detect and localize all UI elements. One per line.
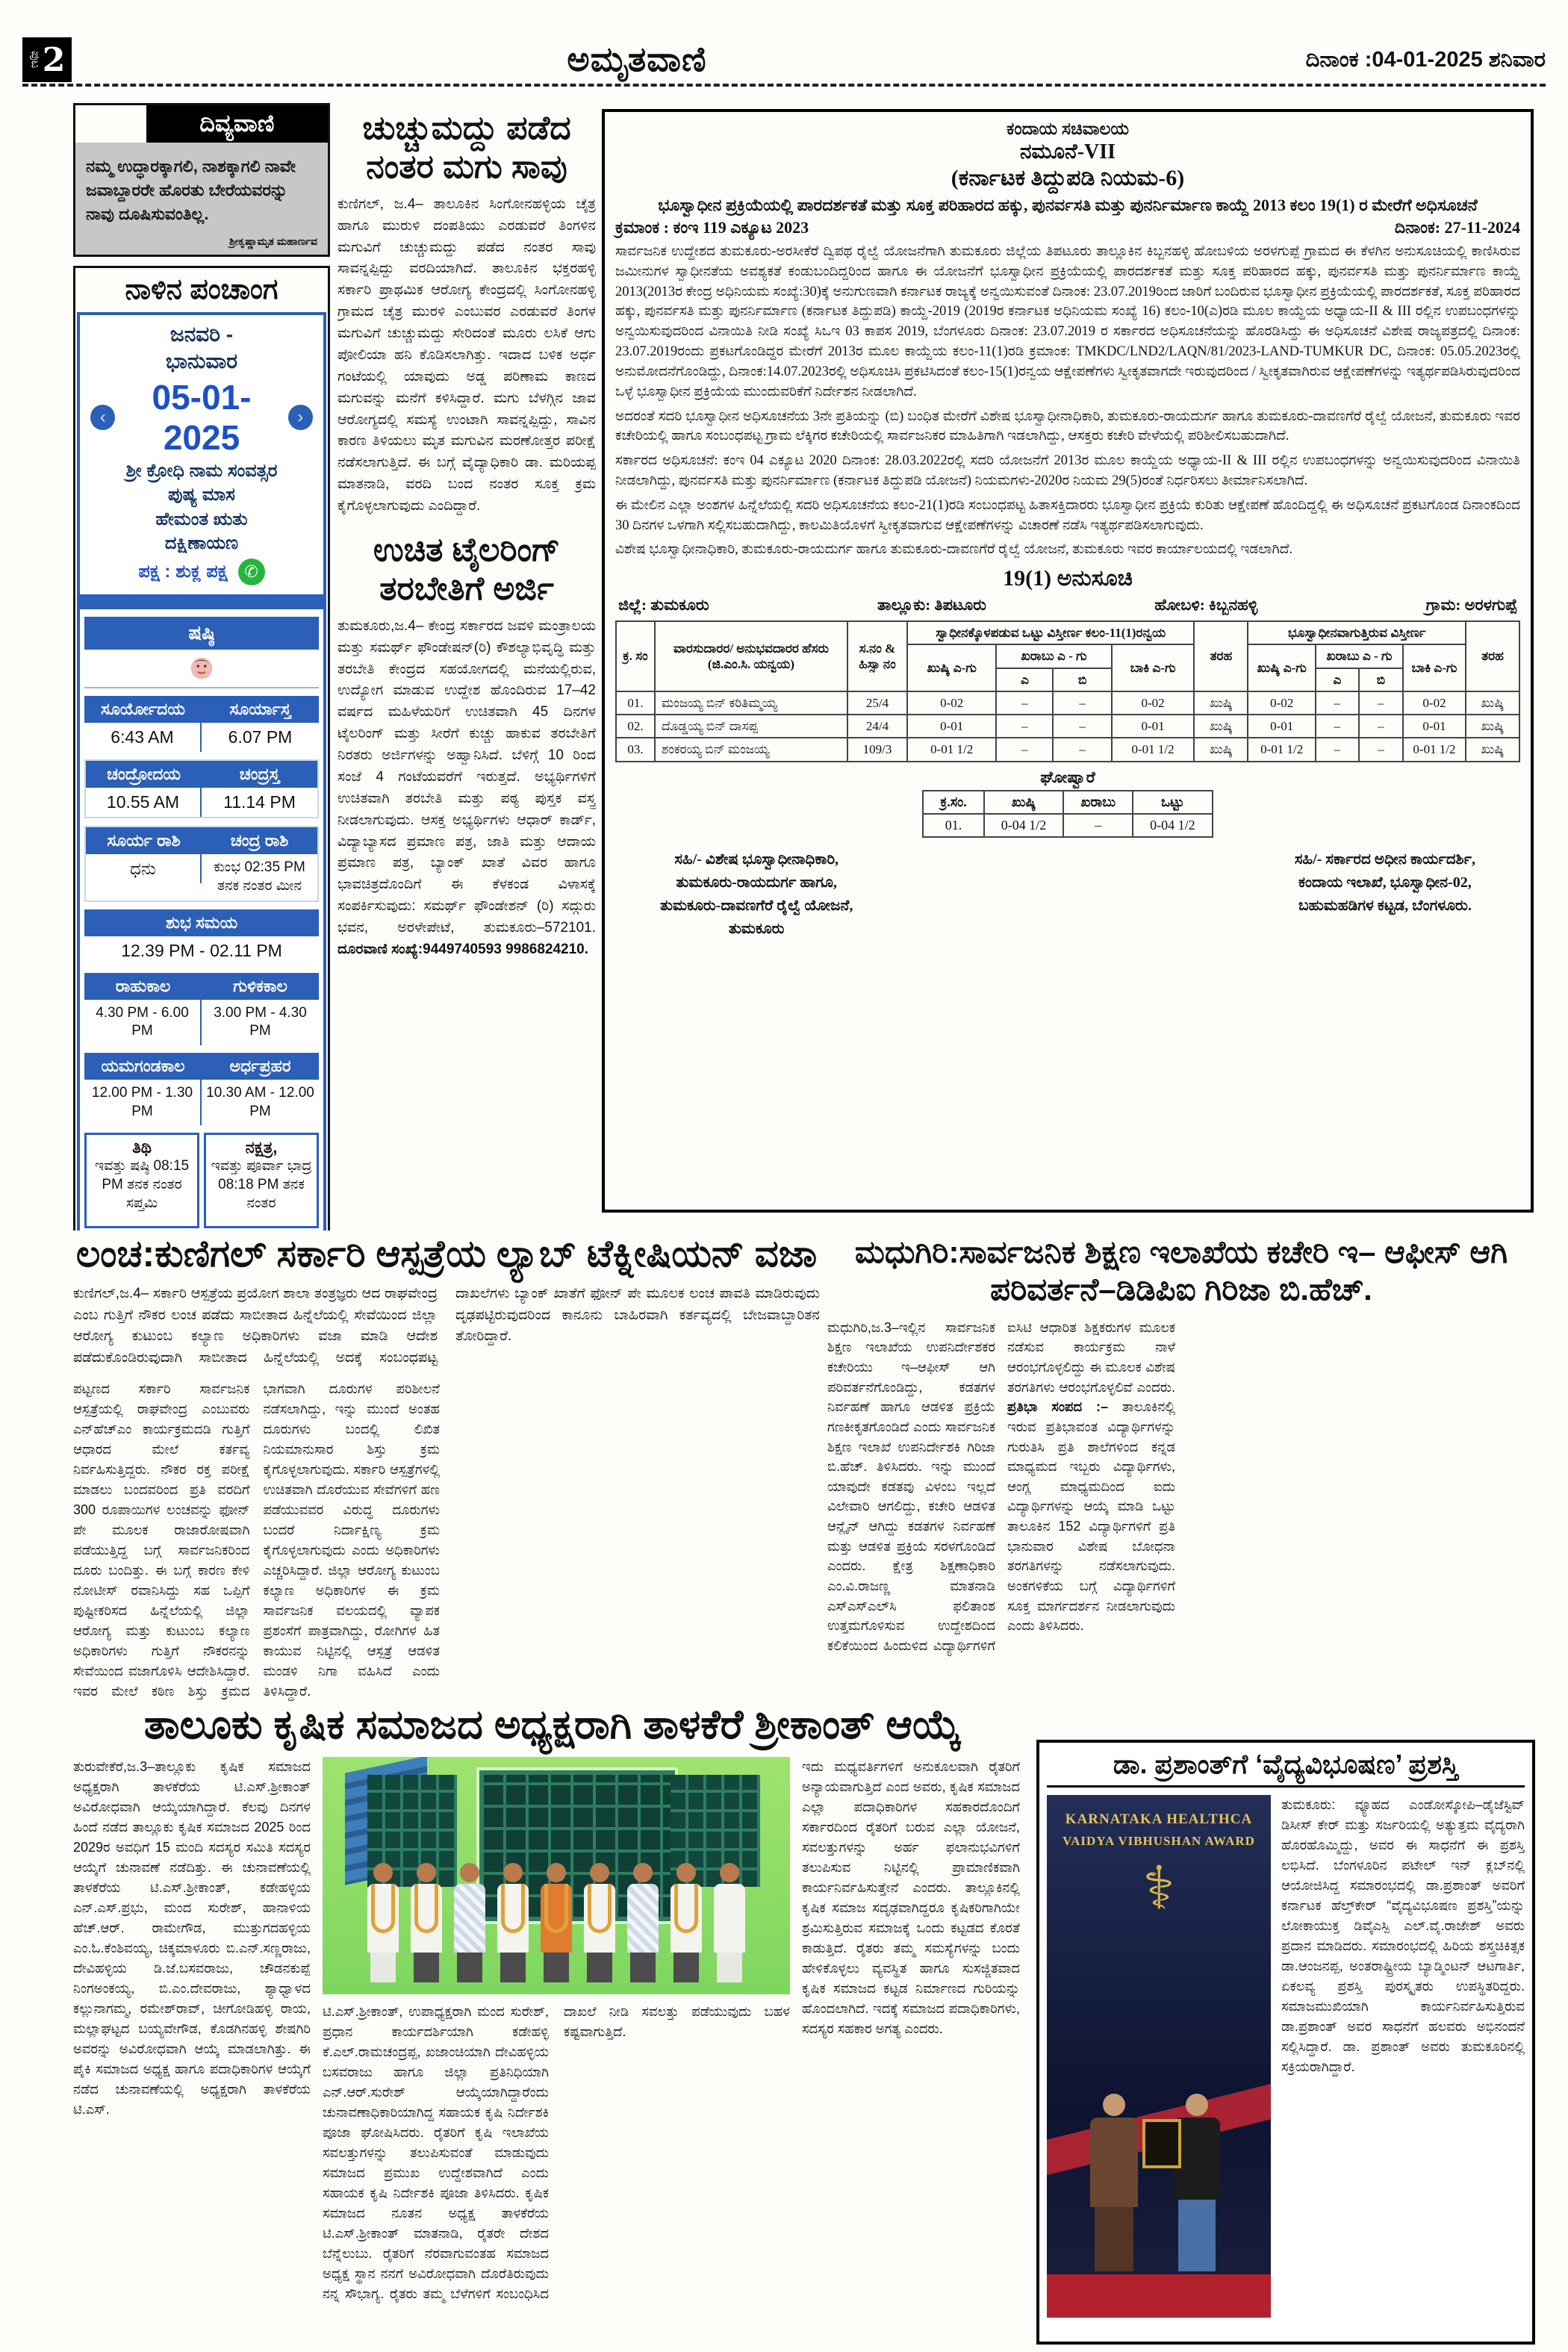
rahu-gulika (84, 973, 319, 1045)
yamaganda-label: ಯಮಗಂಡಕಾಲ (84, 1053, 202, 1080)
award-banner-line1: KARNATAKA HEALTHCA (1065, 1811, 1253, 1828)
article-eoffice-text2: ತಾಲೂಕಿನಲ್ಲಿ ಇರುವ ಪ್ರತಿಭಾವಂತ ವಿದ್ಯಾರ್ಥಿಗಳನ್ನು ಗುರುತಿಸಿ ಪ್ರತಿ ಶಾಲೆಗಳಿಂದ ಕನ್ನಡ ಮಾಧ್ಯಮದ ಇಬ್ಬರು ವಿದ್ಯಾರ್ಥಿಗಳು, ಆಂಗ್ಲ ಮಾಧ್ಯಮದಿಂದ ಐದು ವಿದ್ಯಾರ್ಥಿಗಳನ್ನು ಆಯ್ಕೆ ಮಾಡಿ ಒಟ್ಟು ತಾಲೂಕಿನ 152 ವಿದ್ಯಾರ್ಥಿಗಳಿಗೆ ಪ್ರತಿ ಭಾನುವಾರ ವಿಶೇಷ ಬೋಧನಾ ತರಗತಿಗಳನ್ನು ನಡೆಸಲಾಗುವುದು. ಅಂಕಗಳಿಕೆಯ ಬಗ್ಗೆ ವಿದ್ಯಾರ್ಥಿಗಳಿಗೆ ಸೂಕ್ತ ಮಾರ್ಗದರ್ಶನ ನೀಡಲಾಗುವುದು ಎಂದು ತಿಳಿಸಿದರು. (1007, 1399, 1175, 1634)
article-eoffice-headline: ಮಧುಗಿರಿ:ಸಾರ್ವಜನಿಕ ಶಿಕ್ಷಣ ಇಲಾಖೆಯ ಕಚೇರಿ ಇ– ಆಫೀಸ್ ಆಗಿ ಪರಿವರ್ತನೆ–ಡಿಡಿಪಿಐ ಗಿರಿಜಾ ಬಿ.ಹೆಚ್. (854, 1234, 1508, 1307)
land-acquisition-notice (602, 109, 1534, 1213)
notice-department: ಕಂದಾಯ ಸಚಿವಾಲಯ (1007, 119, 1129, 138)
article-baby-death-body: ಕುಣಿಗಲ್, ಜ.4– ತಾಲೂಕಿನ ಸಿಂಗೋನಹಳ್ಳಿಯ ಚೈತ್ರ ಹಾಗೂ ಮುರುಳಿ ದಂಪತಿಯು ಎರಡುವರೆ ತಿಂಗಳಿನ ಮಗುವಿಗೆ ಚುಚ್ಚುಮದ್ದು ಪಡೆದ ನಂತರ ಸಾವು ಸಾವನ್ನಪ್ಪಿದ್ದು ವರದಿಯಾಗಿದೆ. ತಾಲೂಕಿನ ಭಕ್ತರಹಳ್ಳಿ ಸರ್ಕಾರಿ ಪ್ರಾಥಮಿಕ ಆರೋಗ್ಯ ಕೇಂದ್ರದಲ್ಲಿ ಸಿಂಗೋನಹಳ್ಳಿ ಗ್ರಾಮದ ಚೈತ್ರ ಮುರಳಿ ಎಂಬುವರ ಎರಡುವರೆ ತಿಂಗಳ ಮಗುವಿಗೆ ಚುಚ್ಚುಮದ್ದು ಸೇರಿದಂತೆ ಮೂರು ಲಸಿಕೆ ಆಗು ಪೋಲಿಯಾ ಹನಿ ಕೊಡಿಸಲಾಗಿತ್ತು. ಇದಾದ ಬಳಿಕ ಅರ್ಧ ಗಂಟೆಯಲ್ಲಿ ಯಾವುದು ಅಡ್ಡ ಪರಿಣಾಮ ಕಾಣದ ಮಗುವನ್ನು ಮನೆಗೆ ಕಳಿಸಿದ್ದಾರೆ. ಮಗು ಬೆಳಗ್ಗಿನ ಜಾವ ಆರೋಗ್ಯದಲ್ಲಿ ಸಮಸ್ಯೆ ಉಂಟಾಗಿ ಸಾವನ್ನಪ್ಪಿದ್ದು, ಸಾವಿನ ಕಾರಣ ತಿಳಿಯಲು ಮೃತ ಮಗುವಿನ ಮರಣೋತ್ತರ ಪರೀಕ್ಷೆ ನಡೆಸಲಾಗುತ್ತಿದೆ. ಈ ಬಗ್ಗೆ ವೈದ್ಯಾಧಿಕಾರಿ ಡಾ. ಮರಿಯಪ್ಪ ಮಾತನಾಡಿ, ವರದಿ ಬಂದ ನಂತರ ಸೂಕ್ತ ಕ್ರಮ ಕೈಗೊಳ್ಳಲಾಗುವುದು ಎಂದಿದ್ದಾರೆ. (337, 196, 596, 514)
divider-band (80, 594, 323, 609)
notice-date: ದಿನಾಂಕ: 27-11-2024 (1394, 218, 1520, 237)
sunrise-value: 6:43 AM (84, 723, 202, 752)
article-krishik-middle-columns: ಟಿ.ಎಸ್.ಶ್ರೀಕಾಂತ್, ಉಪಾಧ್ಯಕ್ಷರಾಗಿ ಮಂದ ಸುರೇಶ್, ಪ್ರಧಾನ ಕಾರ್ಯದರ್ಶಿಯಾಗಿ ಕಡೇಹಳ್ಳಿ ಕೆ.ಎಲ್.ರಾಮಚಂದ್ರಪ್ಪ, ಖಜಾಂಚಿಯಾಗಿ ದೇವಿಹಳ್ಳಿಯ ಬಸವರಾಜು ಹಾಗೂ ಜಿಲ್ಲಾ ಪ್ರತಿನಿಧಿಯಾಗಿ ಎನ್.ಆರ್.ಸುರೇಶ್ ಆಯ್ಕೆಯಾಗಿದ್ದಾರೆಂದು ಚುನಾವಣಾಧಿಕಾರಿಯಾಗಿದ್ದ ಸಹಾಯಕ ಕೃಷಿ ನಿರ್ದೇಶಕಿ ಪೂಜಾ ಘೋಷಿಸಿದರು. ರೈತರಿಗೆ ಕೃಷಿ ಇಲಾಖೆಯ ಸವಲತ್ತುಗಳನ್ನು ತಲುಪಿಸುವಂತೆ ಮಾಡುವುದು ಸಮಾಜದ ಪ್ರಮುಖ ಉದ್ದೇಶವಾಗಿದೆ ಎಂದು ಸಹಾಯಕ ಕೃಷಿ ನಿರ್ದೇಶಕಿ ಪೂಜಾ ತಿಳಿಸಿದರು. ಕೃಷಿಕ ಸಮಾಜದ ನೂತನ ಅಧ್ಯಕ್ಷ ತಾಳಕೆರೆಯ ಟಿ.ಎಸ್.ಶ್ರೀಕಾಂತ್ ಮಾತನಾಡಿ, ರೈತರೇ ದೇಶದ ಬೆನ್ನೆಲುಬು. ರೈತರಿಗೆ ನೆರವಾಗುವಂತಹ ಸಮಾಜದ ಅಧ್ಯಕ್ಷ ಸ್ಥಾನ ನನಗೆ ಅವಿರೋಧವಾಗಿ ದೊರೆತಿರುವುದು ನನ್ನ ಸೌಭಾಗ್ಯ. ರೈತರು ತಮ್ಮ ಬೆಳೆಗಳಿಗೆ ಸಂಬಂಧಿಸಿದ ದಾಖಲೆ ನೀಡಿ ಸವಲತ್ತು ಪಡೆಯುವುದು ಬಹಳ ಕಷ್ಟವಾಗುತ್ತಿದೆ. (323, 2003, 790, 2301)
garlanded-people-row (323, 1863, 790, 1990)
table-header-row: ಕ್ರ.ಸಂ. ಖುಷ್ಕಿ ಖರಾಬು ಒಟ್ಟು (923, 791, 1212, 814)
col-type: ತರಹ (1466, 621, 1519, 691)
whatsapp-icon[interactable]: ✆ (238, 559, 265, 585)
rutu: ಹೇಮಂತ ಋತು (155, 508, 248, 529)
tithi-nakshatra-tiles (84, 1133, 319, 1231)
red-carpet (1047, 2274, 1271, 2318)
divyavani-title: ದಿವ್ಯವಾಣಿ (146, 105, 328, 143)
paksha: ಪಕ್ಷ : ಶುಕ್ಲ ಪಕ್ಷ (138, 561, 228, 582)
panchanga-date: 05-01-2025 (152, 377, 252, 457)
notice-paragraph: ಈ ಮೇಲಿನ ಎಲ್ಲಾ ಅಂಶಗಳ ಹಿನ್ನೆಲೆಯಲ್ಲಿ ಸದರಿ ಅಧಿಸೂಚನೆಯ ಕಲಂ-21(1)ರಡಿ ಸಂಬಂಧಪಟ್ಟ ಹಿತಾಸಕ್ತಿದಾರರು ಭೂಸ್ವಾಧೀನ ಪ್ರಕ್ರಿಯೆ ಕುರಿತು ಆಕ್ಷೇಪಣೆ ಹೊಂದಿದ್ದಲ್ಲಿ ಈ ಅಧಿಸೂಚನೆ ಪ್ರಕಟಗೊಂಡ ದಿನಾಂಕದಿಂದ 30 ದಿನಗಳ ಒಳಗಾಗಿ ಸಲ್ಲಿಸಬಹುದಾಗಿದ್ದು, ಕಾಲಮಿತಿಯೊಳಗೆ ಸ್ವೀಕೃತವಾಗುವ ಆಕ್ಷೇಪಣೆಗಳನ್ನು ವಿಚಾರಣೆ ನಡೆಸಿ ಇತ್ಯರ್ಥಪಡಿಸಲಾಗುವುದು. (615, 497, 1520, 533)
table-row: 03. ಶಂಕರಯ್ಯ ಬಿನ್ ಮಂಜಯ್ಯ 109/3 0-01 1/2 – – 0-01 1/2 ಖುಷ್ಕಿ 0-01 1/2 – – 0-01 1/2 ಖುಷ್ಕಿ (616, 738, 1519, 761)
caduceus-icon: ⚕ (1142, 1855, 1175, 1922)
masthead-title: ಅಮೃತವಾಣಿ (567, 40, 707, 78)
tithi-title: ತಿಥಿ (132, 1138, 152, 1157)
rashi-times (84, 826, 319, 901)
shubha-label: ಶುಭ ಸಮಯ (84, 909, 319, 936)
col-kharabu: ಖರಾಬು ಎ - ಗು (1316, 644, 1403, 668)
award-presenter-figure (1090, 2094, 1138, 2271)
tithi-text: ಇವತ್ತು ಷಷ್ಠಿ 08:15 PM ತನಕ ನಂತರ ಸಪ್ತಮಿ (94, 1158, 190, 1211)
prev-day-button[interactable]: ‹ (90, 405, 115, 430)
top-middle-column (337, 106, 596, 1228)
sunrise-label: ಸೂರ್ಯೋದಯ (84, 696, 202, 723)
sunset-label: ಸೂರ್ಯಾಸ್ತ (202, 696, 319, 723)
panchanga-card (77, 312, 326, 1231)
divyavani-quote-box (75, 143, 328, 255)
rahu-value: 4.30 PM - 6.00 PM (84, 1000, 202, 1045)
notice-paragraph: ಸಾರ್ವಜನಿಕ ಉದ್ದೇಶದ ತುಮಕೂರು-ಅರಸೀಕೆರೆ ದ್ವಿಪಥ ರೈಲ್ವೆ ಯೋಜನೆಗಾಗಿ ತುಮಕೂರು ಜಿಲ್ಲೆಯ ತಿಪಟೂರು ತಾಲ್ಲೂಕಿನ ಕಿಬ್ಬನಹಳ್ಳಿ ಹೋಬಳಿಯ ಅರಳಗುಪ್ಪೆ ಗ್ರಾಮದ ಈ ಕೆಳಗಿನ ಅನುಸೂಚಿಯಲ್ಲಿ ಕಾಣಿಸಿರುವ ಜಮೀನುಗಳ ಸ್ವಾಧೀನತೆಯ ಅವಶ್ಯಕತೆ ಕಂಡುಬಂದಿದ್ದರಿಂದ ಹಾಗೂ ಈ ಯೋಜನೆಗೆ ಭೂಸ್ವಾಧೀನ ಪ್ರಕ್ರಿಯೆಯಲ್ಲಿ ಪಾರದರ್ಶಕತೆ ಮತ್ತು ಸೂಕ್ತ ಪರಿಹಾರದ ಹಕ್ಕು, ಪುನರ್ವಸತಿ ಮತ್ತು ಪುನರ್ನಿರ್ಮಾಣ ಕಾಯ್ದೆ 2013(2013ರ ಕೇಂದ್ರ ಅಧಿನಿಯಮ ಸಂಖ್ಯೆ:30)ಕ್ಕೆ ಅನುಗುಣವಾಗಿ ಕರ್ನಾಟಕ ರಾಜ್ಯಕ್ಕೆ ಅನ್ವಯಿಸುವಂತೆ ದಿನಾಂಕ: 23.07.2019ರಿಂದ ಜಾರಿಗೆ ಬಂದಿರುವ ಭೂಸ್ವಾಧೀನ ಪ್ರಕ್ರಿಯೆಯಲ್ಲಿ ಪಾರದರ್ಶಕತೆ, ಸೂಕ್ತ ಪರಿಹಾರದ ಹಕ್ಕು, ಪುನರ್ವಸತಿ ಮತ್ತು ಪುನರ್ನಿರ್ಮಾಣ (ಕರ್ನಾಟಕ ತಿದ್ದುಪಡಿ) ಕಾಯ್ದೆ-2019 (2019ರ ಕರ್ನಾಟಕ ಅಧಿನಿಯಮ ಸಂಖ್ಯೆ 16) ಕಲಂ-10(ಎ)ರಡಿ ಮೂಲ ಕಾಯ್ದೆಯ ಅಧ್ಯಾಯ-II & III ರಲ್ಲಿನ ಉಪಬಂಧಗಳನ್ನು ಅನ್ವಯಿಸುವುದರಿಂದ ವಿನಾಯಿತಿ ನೀಡಿ ಸಂಖ್ಯೆ ಸಿಒಇ 03 ಕಾಪಸ 2019, ಬೆಂಗಳೂರು ದಿನಾಂಕ: 23.07.2019 ರ ಸರ್ಕಾರದ ಅಧಿಸೂಚನೆಯನ್ನು ಹೊರಡಿಸಿದ್ದು ಈ ಅಧಿಸೂಚನೆ ವಿಶೇಷ ರಾಜ್ಯಪತ್ರದಲ್ಲಿ ದಿನಾಂಕ: 23.07.2019ರಂದು ಪ್ರಕಟಗೊಂಡಿದ್ದರ ಮೇರೆಗೆ 2013ರ ಮೂಲ ಕಾಯ್ದೆಯ ಕಲಂ-11(1)ರಡಿ ಕ್ರಮಾಂಕ: TMKDC/LND2/LAQN/81/2023-LAND-TUMKUR DC, ದಿನಾಂಕ: 05.05.2023ರಲ್ಲಿ ಅನುಮೋದನೆಗೊಂಡಿದ್ದು, ದಿನಾಂಕ:14.07.2023ರಲ್ಲಿ ಅಧಿಸೂಚಿಸಿ ಪ್ರಕಟಿಸಿದಂತೆ ಕಲಂ-15(1)ರನ್ವಯ ಆಕ್ಷೇಪಣೆಗಳು ಸ್ವೀಕೃತವಾಗದೇ ಇರುವುದರಿಂದ / ಸ್ವೀಕೃತವಾಗಿರುವ ಆಕ್ಷೇಪಣೆಗಳನ್ನು ಇತ್ಯರ್ಥಪಡಿಸಿರುವುದರಿಂದ ಒಳ್ಳೆ ಭೂಸ್ವಾಧೀನ ಪ್ರಕ್ರಿಯೆಯ ಮುಂದುವರಿಕೆಗೆ ನಿರ್ದೇಶನ ನೀಡಲಾಗಿದೆ. (615, 244, 1520, 399)
schedule-location-row (618, 596, 1517, 615)
page-number-badge (22, 37, 72, 82)
col-survey-number: ಸ.ನಂ & ಹಿಸ್ಸಾ ನಂ (847, 621, 907, 691)
sidebar (73, 103, 330, 1231)
panchanga-box (73, 266, 330, 1231)
notice-rule: (ಕರ್ನಾಟಕ ತಿದ್ದುಪಡಿ ನಿಯಮ-6) (951, 166, 1185, 190)
masa: ಪುಷ್ಯ ಮಾಸ (168, 485, 235, 505)
notice-paragraph: ಅದರಂತೆ ಸದರಿ ಭೂಸ್ವಾಧೀನ ಅಧಿಸೂಚನೆಯ 3ನೇ ಪ್ರತಿಯನ್ನು (ಬಿ) ಬಂಧಿತ ಮೇರೆಗೆ ವಿಶೇಷ ಭೂಸ್ವಾಧೀನಾಧಿಕಾರಿ, ತುಮಕೂರು-ರಾಯದುರ್ಗ ಹಾಗೂ ತುಮಕೂರು-ದಾವಣಗೆರೆ ರೈಲ್ವೆ ಯೋಜನೆ, ತುಮಕೂರು ಇವರ ಕಚೇರಿಯಲ್ಲಿ ಹಾಗೂ ಸಂಬಂಧಪಟ್ಟ ಗ್ರಾಮ ಲೆಕ್ಕಿಗರ ಕಚೇರಿಯಲ್ಲಿ ಸಾರ್ವಜನಿಕರ ಮಾಹಿತಿಗಾಗಿ ಇಡಲಾಗಿದ್ದು, ಆಸಕ್ತರು ಕಚೇರಿ ವೇಳೆಯಲ್ಲಿ ಪರಿಶೀಲಿಸಬಹುದಾಗಿದೆ. (615, 408, 1520, 444)
col-group-acquired-extent: ಭೂಸ್ವಾಧೀನವಾಗುತ್ತಿರುವ ವಿಸ್ತೀರ್ಣ (1248, 621, 1466, 644)
notice-form-number: ನಮೂನೆ-VII (1019, 140, 1116, 164)
table-row: 02. ದೊಡ್ಡಯ್ಯ ಬಿನ್ ದಾಸಪ್ಪ 24/4 0-01 – – 0-01 ಖುಷ್ಕಿ 0-01 – – 0-01 ಖುಷ್ಕಿ (616, 715, 1519, 738)
surya-rashi-label: ಸೂರ್ಯ ರಾಶಿ (86, 827, 202, 854)
article-tailoring-headline: ಉಚಿತ ಟೈಲರಿಂಗ್ ತರಬೇತಿಗೆ ಅರ್ಜಿ (373, 531, 561, 607)
yamaganda-ardha (84, 1053, 319, 1125)
signature-right: ಸಹಿ/- ಸರ್ಕಾರದ ಅಧೀನ ಕಾರ್ಯದರ್ಶಿ, ಕಂದಾಯ ಇಲಾಖೆ, ಭೂಸ್ವಾಧೀನ-02, ಬಹುಮಹಡಿಗಳ ಕಟ್ಟಡ, ಬೆಂಗಳೂರು. (1294, 850, 1475, 914)
nakshatra-tile (204, 1133, 319, 1228)
moonrise-value: 10.55 AM (86, 788, 202, 817)
signature-row (615, 848, 1520, 941)
deity-face-icon (84, 650, 319, 688)
page-number: 2 (42, 40, 66, 79)
moonrise-label: ಚಂದ್ರೋದಯ (86, 761, 202, 788)
nakshatra-text: ಇವತ್ತು ಪೂರ್ವಾ ಭಾದ್ರ 08:18 PM ತನಕ ನಂತರ (211, 1158, 312, 1211)
rahu-label: ರಾಹುಕಾಲ (84, 973, 202, 1000)
col-balance: ಬಾಕಿ ಎ-ಗು (1403, 644, 1466, 691)
panchanga-month: ಜನವರಿ - (169, 322, 234, 346)
divyavani-quote: ನಮ್ಮ ಉದ್ಧಾರಕ್ಕಾಗಲಿ, ನಾಶಕ್ಕಾಗಲಿ ನಾವೇ ಜವಾಬ್ದಾರರೇ ಹೊರತು ಬೇರೆಯವರನ್ನು ನಾವು ದೂಷಿಸುವಂತಿಲ್ಲ. (86, 157, 296, 223)
article-bribe-headline: ಲಂಚ:ಕುಣಿಗಲ್ ಸರ್ಕಾರಿ ಆಸ್ಪತ್ರೆಯ ಲ್ಯಾಬ್ ಟೆಕ್ನೀಷಿಯನ್ ವಜಾ (75, 1233, 818, 1275)
notice-reference-number: ಕ್ರಮಾಂಕ : ಕಂಇ 119 ಎಕ್ಯೂಟ 2023 (615, 218, 809, 237)
sunset-value: 6.07 PM (228, 727, 293, 747)
panchanga-top (80, 315, 323, 594)
article-krishik-middle (323, 1757, 790, 2332)
chandra-rashi-label: ಚಂದ್ರ ರಾಶಿ (202, 827, 317, 854)
article-award-body: ತುಮಕೂರು: ವ್ಯೂಹದ ಎಂಡೋಸ್ಕೋಪಿ–ಡೈಜೆಸ್ಟಿವ್ ಡಿಸೀಸ್ ಕೇರ್ ಮತ್ತು ಸರ್ಜರಿಯಲ್ಲಿ ಅತ್ಯುತ್ತಮ ವೈದ್ಯರಾಗಿ ಹೊರಹೊಮ್ಮಿದ್ದು, ಅವರ ಈ ಸಾಧನೆಗೆ ಈ ಪ್ರಶಸ್ತಿ ಲಭಿಸಿದೆ. ಬೆಂಗಳೂರಿನ ಪಟೇಲ್ ಇನ್ ಕ್ಲಬ್‌ನಲ್ಲಿ ಆಯೋಜಿಸಿದ್ದ ಸಮಾರಂಭದಲ್ಲಿ ಡಾ.ಪ್ರಶಾಂತ್ ಅವರಿಗೆ ಕರ್ನಾಟಕ ಹೆಲ್ತ್‌ಕೇರ್ “ವೈದ್ಯವಿಭೂಷಣ ಪ್ರಶಸ್ತಿ”ಯನ್ನು ಲೋಕಾಯುಕ್ತ ಡಿವೈಎಸ್ಪಿ ಎಲ್.ವೈ.ರಾಜೇಶ್ ಅವರು ಪ್ರದಾನ ಮಾಡಿದರು. ಸಮಾರಂಭದಲ್ಲಿ ಹಿರಿಯ ಶಸ್ತ್ರಚಿಕಿತ್ಸಕ ಡಾ.ಆಂಜನಪ್ಪ, ಅಂತರಾಷ್ಟ್ರೀಯ ಬ್ಯಾಡ್ಮಿಂಟನ್ ಆಟಗಾರ್ತಿ, ಏಕಲವ್ಯ ಪ್ರಶಸ್ತಿ ಪುರಸ್ಕೃತರು ಉಪಸ್ಥಿತರಿದ್ದರು. ಸಮಾಜಮುಖಿಯಾಗಿ ಕಾರ್ಯನಿರ್ವಹಿಸುತ್ತಿರುವ ಡಾ.ಪ್ರಶಾಂತ್ ಅವರ ಸಾಧನೆಗೆ ಹಲವರು ಅಭಿನಂದನೆ ಸಲ್ಲಿಸಿದ್ದಾರೆ. ಡಾ. ಪ್ರಶಾಂತ್ ಅವರು ತುಮಕೂರಿನಲ್ಲಿ ಸಕ್ರಿಯರಾಗಿದ್ದಾರೆ. (1281, 1797, 1525, 2075)
nakshatra-title: ನಕ್ಷತ್ರ, (245, 1138, 278, 1157)
article-tailoring-text: ತುಮಕೂರು,ಜ.4– ಕೇಂದ್ರ ಸರ್ಕಾರದ ಜವಳಿ ಮಂತ್ರಾಲಯ ಮತ್ತು ಸಮರ್ಥ್ ಫೌಂಡೇಷನ್(ರಿ) ಕೌಶಲ್ಯಾಭಿವೃದ್ಧಿ ಮತ್ತು ತರಬೇತಿ ಕೇಂದ್ರದ ಸಹಯೋಗದಲ್ಲಿ ಮನೆಯಲ್ಲಿರುವ, ಉದ್ಯೋಗ ಮಾಡುವ ಉದ್ದೇಶ ಹೊಂದಿರುವ 17–42 ವರ್ಷದ ಮಹಿಳೆಯರಿಗೆ ಉಚಿತವಾಗಿ 45 ದಿನಗಳ ಟೈಲರಿಂಗ್ ಮತ್ತು ಸೀರೆಗೆ ಕುಚ್ಚು ಹಾಕುವ ತರಬೇತಿಗೆ ನಿರತರು ಅರ್ಜಿಗಳನ್ನು ಅಹ್ವಾನಿಸಿದೆ. ಬೆಳಿಗ್ಗೆ 10 ರಿಂದ ಸಂಜೆ 4 ಗಂಟೆಯವರೆಗೆ ಇರುತ್ತದೆ. ಅಭ್ಯರ್ಥಿಗಳಿಗೆ ಉಚಿತವಾಗಿ ತರಬೇತಿ ಮತ್ತು ಪಠ್ಯ ಪುಸ್ತಕ ವಸ್ತ್ರ ನೀಡಲಾಗುವುದು. ಆಸಕ್ತ ಅಭ್ಯರ್ಥಿಗಳು ಆಧಾರ್ ಕಾರ್ಡ್, ವಿದ್ಯಾಬ್ಯಾಸದ ಪ್ರಮಾಣ ಪತ್ರ, ಜಾತಿ ಮತ್ತು ಆದಾಯ ಪ್ರಮಾಣ ಪತ್ರ, ಬ್ಯಾಂಕ್ ಖಾತೆ ವಿವರ ಹಾಗೂ ಭಾವಚಿತ್ರದೊಂದಿಗೆ ಈ ಕೆಳಕಂಡ ವಿಳಾಸಕ್ಕೆ ಸಂಪರ್ಕಿಸುವುದು: ಸಮರ್ಥ್ ಫೌಂಡೇಶನ್ (ರಿ) ಸದ್ಗುರು ಭವನ, ಅರಳೇಪೇಟೆ, ತುಮಕೂರು–572101. (337, 617, 596, 936)
shubha-samaya (84, 909, 319, 965)
col-group-total-extent: ಸ್ವಾಧೀನಕ್ಕೊಳಪಡುವ ಒಟ್ಟು ವಿಸ್ತೀರ್ಣ ಕಲಂ-11(1)ರನ್ವಯ (907, 621, 1194, 644)
summary-block (615, 768, 1520, 838)
next-day-button[interactable]: › (288, 405, 313, 430)
contact-phone-numbers: ದೂರವಾಣಿ ಸಂಖ್ಯೆ:9449740593 9986824210. (337, 941, 589, 957)
article-bribe-intro: ಕುಣಿಗಲ್,ಜ.4– ಸರ್ಕಾರಿ ಆಸ್ಪತ್ರೆಯ ಪ್ರಯೋಗ ಶಾಲಾ ತಂತ್ರಜ್ಞರು ಆದ ರಾಘವೇಂದ್ರ ಎಂಬ ಗುತ್ತಿಗೆ ನೌಕರ ಲಂಚ ಪಡೆದು ಸಾಬೀತಾದ ಹಿನ್ನೆಲೆಯಲ್ಲಿ ಸೇವೆಯಿಂದ ಜಿಲ್ಲಾ ಆರೋಗ್ಯ ಕುಟುಂಬ ಕಲ್ಯಾಣ ಅಧಿಕಾರಿಗಳು ವಜಾ ಮಾಡಿ ಆದೇಶ ಪಡೆದುಕೊಂಡಿರುವುದಾಗಿ ಸಾಬೀತಾದ ಹಿನ್ನೆಲೆಯಲ್ಲಿ ಅದಕ್ಕೆ ಸಂಬಂಧಪಟ್ಟ ದಾಖಲೆಗಳು ಬ್ಯಾಂಕ್ ಖಾತೆಗೆ ಫೋನ್ ಪೇ ಮೂಲಕ ಲಂಚ ಪಾವತಿ ಮಾಡಿರುವುದು ದೃಢಪಟ್ಟಿರುವುದರಿಂದ ಕಾನೂನು ಬಾಹಿರವಾಗಿ ಕರ್ತವ್ಯದಲ್ಲಿ ಬೇಜವಾಬ್ದಾರಿತನ ತೋರಿದ್ದಾರೆ. (73, 1286, 820, 1366)
divyavani-attribution: ಶ್ರೀಕೃಷ್ಣಾಮೃತ ಮಹಾರ್ಣವ (229, 234, 317, 247)
taluk: ತಾಲ್ಲೂಕು: ತಿಪಟೂರು (877, 596, 986, 615)
article-eoffice-text1: ಮಧುಗಿರಿ,ಜ.3–ಇಲ್ಲಿನ ಸಾರ್ವಜನಿಕ ಶಿಕ್ಷಣ ಇಲಾಖೆಯ ಉಪನಿರ್ದೇಶಕರ ಕಚೇರಿಯು ಇ–ಆಫೀಸ್ ಆಗಿ ಪರಿವರ್ತನೆಗೊಂಡಿದ್ದು, ಕಡತಗಳ ನಿರ್ವಹಣೆ ಹಾಗೂ ಆಡಳಿತ ಪ್ರಕ್ರಿಯೆ ಗಣಕೀಕೃತಗೊಂಡಿದೆ ಎಂದು ಸಾರ್ವಜನಿಕ ಶಿಕ್ಷಣ ಇಲಾಖೆ ಉಪನಿರ್ದೇಶಕಿ ಗಿರಿಜಾ ಬಿ.ಹೆಚ್. ತಿಳಿಸಿದರು. ಇನ್ನು ಮುಂದೆ ಯಾವುದೇ ಕಡತವು ವಿಳಂಬ ಇಲ್ಲದೆ ವಿಲೇವಾರಿ ಆಗಲಿದ್ದು, ಕಚೇರಿ ಆಡಳಿತ ಆನ್ಲೈನ್ ಆಗಿದ್ದು ಕಡತಗಳ ನಿರ್ವಹಣೆ ಮತ್ತು ಆಡಳಿತ ಪ್ರಕ್ರಿಯೆ ಸರಳಗೊಂಡಿದೆ ಎಂದರು. ಕ್ಷೇತ್ರ ಶಿಕ್ಷಣಾಧಿಕಾರಿ ಎಂ.ವಿ.ರಾಜಣ್ಣ ಮಾತನಾಡಿ ಎಸ್‌ಎಸ್‌ಎಲ್‌ಸಿ ಫಲಿತಾಂಶ ಉತ್ತಮಗೊಳಿಸುವ ಉದ್ದೇಶದಿಂದ ಕಲಿಕೆಯಿಂದ ಹಿಂದುಳಿದ ವಿದ್ಯಾರ್ಥಿಗಳಿಗೆ ಐಸಿಟಿ ಆಧಾರಿತ ಶಿಕ್ಷಕರುಗಳ ಮೂಲಕ ನಡೆಸುವ ಕಾರ್ಯಕ್ರಮ ನಾಳೆ ಆರಂಭಗೊಳ್ಳಲಿದ್ದು ಈ ಮೂಲಕ ವಿಶೇಷ ತರಗತಿಗಳು ಆರಂಭಗೊಳ್ಳಲಿವೆ ಎಂದರು. (827, 1319, 1175, 1653)
samvatsara: ಶ್ರೀ ಕ್ರೋಧಿ ನಾಮ ಸಂವತ್ಸರ (125, 460, 278, 481)
page-label: ಪುಟ (28, 51, 42, 69)
edition-date: ದಿನಾಂಕ :04-01-2025 ಶನಿವಾರ (1305, 47, 1546, 72)
article-krishik-right-column: ಇದು ಮಧ್ಯವರ್ತಿಗಳಿಗೆ ಅನುಕೂಲವಾಗಿ ರೈತರಿಗೆ ಅನ್ಯಾಯವಾಗುತ್ತಿದೆ ಎಂದ ಅವರು, ಕೃಷಿಕ ಸಮಾಜದ ಎಲ್ಲಾ ಪದಾಧಿಕಾರಿಗಳ ಸಹಕಾರದೊಂದಿಗೆ ಸರ್ಕಾರದಿಂದ ರೈತರಿಗೆ ಬರುವ ಎಲ್ಲಾ ಯೋಜನೆ, ಸವಲತ್ತುಗಳನ್ನು ಅರ್ಹ ಫಲಾನುಭವಿಗಳಿಗೆ ತಲುಪಿಸುವ ನಿಟ್ಟಿನಲ್ಲಿ ಪ್ರಾಮಾಣಿಕವಾಗಿ ಕಾರ್ಯನಿರ್ವಹಿಸುತ್ತೇನೆ ಎಂದರು. ತಾಲ್ಲೂಕಿನಲ್ಲಿ ಕೃಷಿಕ ಸಮಾಜ ಸದೃಢವಾಗಿದ್ದರೂ ಕೃಷಿಕರಿಗಾಗಿಯೇ ಶ್ರಮಿಸುತ್ತಿರುವ ಸಮಾಜಕ್ಕೆ ಒಂದು ಕಟ್ಟಡದ ಕೊರತೆ ಕಾಡುತ್ತಿದೆ. ರೈತರು ತಮ್ಮ ಸಮಸ್ಯೆಗಳನ್ನು ಬಂದು ಹೇಳಿಕೊಳ್ಳಲು ವ್ಯವಸ್ಥಿತ ಹಾಗೂ ಸುಸಜ್ಜಿತವಾದ ಕೃಷಿಕ ಸಮಾಜದ ಕಟ್ಟಡ ನಿರ್ಮಾಣದ ಗುರಿಯನ್ನು ಹೊಂದಲಾಗಿದೆ. ಇದಕ್ಕೆ ಸಮಾಜದ ಪದಾಧಿಕಾರಿಗಳು, ಸದಸ್ಯರ ಸಹಕಾರ ಅಗತ್ಯ ಎಂದರು. (802, 1758, 1020, 2036)
col-kharabu: ಖರಾಬು ಎ - ಗು (996, 644, 1111, 668)
summary-title: ಘೋಷ್ವಾರೆ (1040, 768, 1095, 786)
krishik-samaj-group-photo (323, 1757, 790, 1994)
col-b: ಬಿ (1053, 668, 1111, 691)
district: ಜಿಲ್ಲೆ: ತುಮಕೂರು (618, 596, 709, 615)
col-serial: ಕ್ರ. ಸಂ (616, 621, 655, 691)
col-owner-name: ವಾರಸುದಾರರ/ ಅನುಭವದಾರರ ಹೆಸರು (ಜಿ.ಎಂ.ಸಿ. ಯನ್ವಯ) (655, 621, 847, 691)
signature-left: ಸಹಿ/- ವಿಶೇಷ ಭೂಸ್ವಾಧೀನಾಧಿಕಾರಿ, ತುಮಕೂರು-ರಾಯದುರ್ಗ ಹಾಗೂ, ತುಮಕೂರು-ದಾವಣಗೆರೆ ರೈಲ್ವೆ ಯೋಜನೆ, ತುಮಕೂರು (660, 850, 853, 937)
col-b: ಬಿ (1359, 668, 1403, 691)
article-krishik-headline: ತಾಲೂಕು ಕೃಷಿಕ ಸಮಾಜದ ಅಧ್ಯಕ್ಷರಾಗಿ ತಾಳಕೆರೆ ಶ್ರೀಕಾಂತ್ ಆಯ್ಕೆ (143, 1704, 962, 1747)
ardhaprahara-value: 10.30 AM - 12.00 PM (206, 1085, 314, 1119)
notice-keep-line: ವಿಶೇಷ ಭೂಸ್ವಾಧೀನಾಧಿಕಾರಿ, ತುಮಕೂರು-ರಾಯದುರ್ಗ ಹಾಗೂ ತುಮಕೂರು-ದಾವಣಗೆರೆ ರೈಲ್ವೆ ಯೋಜನೆ, ತುಮಕೂರು ಇವರ ಕಾರ್ಯಾಲಯದಲ್ಲಿ ಇಡಲಾಗಿದೆ. (615, 542, 1293, 558)
article-bribe-dismissal (73, 1233, 820, 1701)
col-a: ಎ (1316, 668, 1359, 691)
article-krishik-samaj (73, 1704, 1032, 2345)
col-khushki: ಖುಷ್ಕಿ ಎ-ಗು (1248, 644, 1316, 691)
award-banner-line2: VAIDYA VIBHUSHAN AWARD (1063, 1834, 1255, 1849)
divyavani-box (73, 103, 330, 257)
gulika-label: ಗುಳಿಕಕಾಲ (202, 973, 319, 1000)
schedule-title: 19(1) ಅನುಸೂಚಿ (1003, 566, 1133, 591)
article-eoffice-subhead: ಪ್ರತಿಭಾ ಸಂಪದ :– (1007, 1399, 1108, 1415)
article-award (1036, 1740, 1535, 2345)
moonset-label: ಚಂದ್ರಸ್ತ (202, 761, 317, 788)
article-krishik-left-column: ತುರುವೇಕೆರೆ,ಜ.3–ತಾಲ್ಲೂಕು ಕೃಷಿಕ ಸಮಾಜದ ಅಧ್ಯಕ್ಷರಾಗಿ ತಾಳಕೆರೆಯ ಟಿ.ಎಸ್.ಶ್ರೀಕಾಂತ್ ಅವಿರೋಧವಾಗಿ ಆಯ್ಕೆಯಾಗಿದ್ದಾರೆ. ಕೆಲವು ದಿನಗಳ ಹಿಂದೆ ನಡೆದ ತಾಲ್ಲೂಕು ಕೃಷಿಕ ಸಮಾಜದ 2025 ರಿಂದ 2029ರ ಅವಧಿಗೆ 15 ಮಂದಿ ಸದಸ್ಯರ ಸಮಿತಿ ಸದಸ್ಯರ ಆಯ್ಕೆಗೆ ಚುನಾವಣೆ ನಡೆದಿತ್ತು. ಈ ಚುನಾವಣೆಯಲ್ಲಿ ತಾಳಕೆರೆಯ ಟಿ.ಎಸ್.ಶ್ರೀಕಾಂತ್, ಕಡೇಹಳ್ಳಿಯ ಎನ್.ಎಸ್.ಪ್ರಭು, ಮಂದ ಸುರೇಶ್, ಹಾನಾಳಿಯ ಹೆಚ್.ಆರ್. ರಾಮೇಗೌಡ, ಮುತ್ತುಗದಹಳ್ಳಿಯ ಎಂ.ಓ.ಕೆಂಶಿವಯ್ಯ, ಚಿಕ್ಕಮಾಳೂರು ಬಿ.ಎನ್.ಸಣ್ಣರಾಜು, ದೇವಿಹಳ್ಳಿಯ ಡಿ.ಜೆ.ಬಸವರಾಜು, ಚೌಡನಕುಪ್ಪೆ ನಿಂಗಅಂಕಯ್ಯ, ಬಿ.ಎಂ.ದೇವರಾಜು, ಶ್ಯಾಧ್ವಾಳದ ಕಲ್ಲುನಾಗಮ್ಮ, ರಮೇಶ್‌ರಾವ್, ಚೀಗೋಡಿಹಳ್ಳಿ ರಾಯ, ಮಲ್ಲಾಘಟ್ಟದ ಬಯ್ಯವೇಗೌಡ, ಕೊಡಗಿನಹಳ್ಳಿ ಶೇಷಗಿರಿ ಅವರನ್ನು ಅವಿರೋಧವಾಗಿ ಆಯ್ಕೆ ಮಾಡಲಾಗಿತ್ತು. ಈ ಪೈಕಿ ಸಮಾಜದ ಅಧ್ಯಕ್ಷ ಹಾಗೂ ಪದಾಧಿಕಾರಿಗಳ ಆಯ್ಕೆಗೆ ನಡೆದ ಚುನಾವಣೆಯಲ್ಲಿ ಅಧ್ಯಕ್ಷರಾಗಿ ತಾಳಕೆರೆಯ ಟಿ.ಎಸ್. (73, 1758, 311, 2117)
article-bribe-body: ಪಟ್ಟಣದ ಸರ್ಕಾರಿ ಸಾರ್ವಜನಿಕ ಆಸ್ಪತ್ರೆಯಲ್ಲಿ ರಾಘವೇಂದ್ರ ಎಂಬುವರು ಎನ್‌ಹೆಚ್‌ಎಂ ಕಾರ್ಯಕ್ರಮದಡಿ ಗುತ್ತಿಗೆ ಆಧಾರದ ಮೇಲೆ ಕರ್ತವ್ಯ ನಿರ್ವಹಿಸುತ್ತಿದ್ದರು. ನೌಕರ ರಕ್ತ ಪರೀಕ್ಷೆ ಮಾಡಲು ಬಂದವರಿಂದ ಪ್ರತಿ ವರದಿಗೆ 300 ರೂಪಾಯಿಗಳ ಲಂಚವನ್ನು ಫೋನ್ ಪೇ ಮೂಲಕ ರಾಜಾರೋಷವಾಗಿ ಪಡೆಯುತ್ತಿದ್ದ ಬಗ್ಗೆ ಸಾರ್ವಜನಿಕರಿಂದ ದೂರು ಬಂದಿತ್ತು. ಈ ಬಗ್ಗೆ ಕಾರಣ ಕೇಳಿ ನೋಟೀಸ್ ರವಾನಿಸಿದ್ದು ಸಹ ಒಪ್ಪಿಗೆ ಪುಷ್ಟೀಕರಿಸದ ಹಿನ್ನೆಲೆಯಲ್ಲಿ ಜಿಲ್ಲಾ ಆರೋಗ್ಯ ಮತ್ತು ಕುಟುಂಬ ಕಲ್ಯಾಣ ಅಧಿಕಾರಿಗಳು ಗುತ್ತಿಗೆ ನೌಕರನನ್ನು ಸೇವೆಯಿಂದ ವಜಾಗೊಳಿಸಿ ಆದೇಶಿಸಿದ್ದಾರೆ. ಇವರ ಮೇಲೆ ಕಠಿಣ ಶಿಸ್ತು ಕ್ರಮದ ಭಾಗವಾಗಿ ದೂರುಗಳ ಪರಿಶೀಲನೆ ನಡೆಸಲಾಗಿದ್ದು, ಇನ್ನು ಮುಂದೆ ಅಂತಹ ದೂರುಗಳು ಬಂದಲ್ಲಿ ಲಿಖಿತ ನಿಯಮಾನುಸಾರ ಶಿಸ್ತು ಕ್ರಮ ಕೈಗೊಳ್ಳಲಾಗುವುದು. ಸರ್ಕಾರಿ ಆಸ್ಪತ್ರೆಗಳಲ್ಲಿ ಉಚಿತವಾಗಿ ದೊರೆಯುವ ಸೇವೆಗಳಿಗೆ ಹಣ ಪಡೆಯುವವರ ವಿರುದ್ಧ ದೂರುಗಳು ಬಂದರೆ ನಿರ್ದಾಕ್ಷಿಣ್ಯ ಕ್ರಮ ಕೈಗೊಳ್ಳಲಾಗುವುದು ಎಂದು ಅಧಿಕಾರಿಗಳು ಎಚ್ಚರಿಸಿದ್ದಾರೆ. ಜಿಲ್ಲಾ ಆರೋಗ್ಯ ಕುಟುಂಬ ಕಲ್ಯಾಣ ಅಧಿಕಾರಿಗಳ ಈ ಕ್ರಮ ಸಾರ್ವಜನಿಕ ವಲಯದಲ್ಲಿ ವ್ಯಾಪಕ ಪ್ರಶಂಸೆಗೆ ಪಾತ್ರವಾಗಿದ್ದು, ರೋಗಿಗಳ ಹಿತ ಕಾಯುವ ನಿಟ್ಟಿನಲ್ಲಿ ಆಸ್ಪತ್ರೆ ಆಡಳಿತ ಮಂಡಳಿ ನಿಗಾ ವಹಿಸಿದೆ ಎಂದು ತಿಳಿಸಿದ್ದಾರೆ. (73, 1381, 440, 1699)
table-row: 01. ಮಂಜಯ್ಯ ಬಿನ್ ಕರಿತಿಮ್ಮಯ್ಯ 25/4 0-02 – – 0-02 ಖುಷ್ಕಿ 0-02 – – 0-02 ಖುಷ್ಕಿ (616, 691, 1519, 715)
sun-times (84, 696, 319, 752)
panchanga-day: ಭಾನುವಾರ (165, 349, 238, 373)
surya-rashi-value: ಧನು (86, 854, 202, 883)
article-tailoring-body (337, 616, 596, 961)
land-schedule-table (615, 620, 1520, 762)
moonset-value: 11.14 PM (223, 792, 296, 812)
col-a: ಎ (996, 668, 1053, 691)
table-header-row (616, 621, 1519, 644)
chandra-rashi-value: ಕುಂಭ 02:35 PM ತನಕ ನಂತರ ಮೀನ (214, 859, 305, 894)
col-khushki: ಖುಷ್ಕಿ ಎ-ಗು (907, 644, 996, 691)
notice-subject: ಭೂಸ್ವಾಧೀನ ಪ್ರಕ್ರಿಯೆಯಲ್ಲಿ ಪಾರದರ್ಶಕತೆ ಮತ್ತು ಸೂಕ್ತ ಪರಿಹಾರದ ಹಕ್ಕು, ಪುನರ್ವಸತಿ ಮತ್ತು ಪುನರ್ನಿರ್ಮಾಣ ಕಾಯ್ದೆ 2013 ಕಲಂ 19(1) ರ ಮೇರೆಗೆ ಅಧಿಸೂಚನೆ (658, 196, 1478, 214)
article-eoffice-body (827, 1318, 1535, 1669)
article-baby-death-headline: ಚುಚ್ಚುಮದ್ದು ಪಡೆದ ನಂತರ ಮಗು ಸಾವು (362, 110, 571, 185)
tithi-tile (84, 1133, 199, 1228)
yamaganda-value: 12.00 PM - 1.30 PM (84, 1080, 202, 1125)
col-balance: ಬಾಕಿ ಎ-ಗು (1112, 644, 1195, 691)
page-header (22, 36, 1546, 87)
tithi-band: ಷಷ್ಠಿ (84, 617, 319, 650)
award-plaque (1142, 2119, 1181, 2168)
shubha-value: 12.39 PM - 02.11 PM (121, 940, 282, 960)
gulika-value: 3.00 PM - 4.30 PM (214, 1004, 307, 1039)
ayana: ದಕ್ಷಿಣಾಯಣ (164, 532, 239, 553)
table-row: 01. 0-04 1/2 – 0-04 1/2 (923, 814, 1212, 837)
village: ಗ್ರಾಮ: ಅರಳಗುಪ್ಪೆ (1425, 596, 1517, 615)
col-type: ತರಹ (1194, 621, 1248, 691)
article-eoffice (827, 1233, 1535, 1701)
hobli: ಹೋಬಳಿ: ಕಿಬ್ಬನಹಳ್ಳಿ (1154, 596, 1258, 615)
award-ceremony-photo (1047, 1795, 1271, 2318)
notice-paragraph: ಸರ್ಕಾರದ ಅಧಿಸೂಚನೆ: ಕಂಇ 04 ಎಕ್ಯೂಟ 2020 ದಿನಾಂಕ: 28.03.2022ರಲ್ಲಿ ಸದರಿ ಯೋಜನೆಗೆ 2013ರ ಮೂಲ ಕಾಯ್ದೆಯ ಅಧ್ಯಾಯ-II & III ರಲ್ಲಿನ ಉಪಬಂಧಗಳನ್ನು ಅನ್ವಯಿಸುವುದರಿಂದ ವಿನಾಯಿತಿ ನೀಡಲಾಗಿದ್ದು, ಪುನರ್ವಸತಿ ಮತ್ತು ಪುನರ್ನಿರ್ಮಾಣ (ಕರ್ನಾಟಕ ತಿದ್ದುಪಡಿ ಯೋಜನೆ) ನಿಯಮಗಳು-2020ರ ನಿಯಮ 29(5)ರಂತೆ ನಿರ್ಧರಿಸಲು ತೀರ್ಮಾನಿಸಲಾಗಿದೆ. (615, 453, 1520, 488)
summary-table (922, 790, 1213, 838)
panchanga-title: ನಾಳಿನ ಪಂಚಾಂಗ (125, 273, 279, 305)
ardhaprahara-label: ಅರ್ಧಪ್ರಹರ (202, 1053, 319, 1080)
moon-times (84, 759, 319, 818)
article-award-headline: ಡಾ. ಪ್ರಶಾಂತ್‌ಗೆ ‘ವೈದ್ಯವಿಭೂಷಣ’ ಪ್ರಶಸ್ತಿ (1047, 1749, 1525, 1788)
